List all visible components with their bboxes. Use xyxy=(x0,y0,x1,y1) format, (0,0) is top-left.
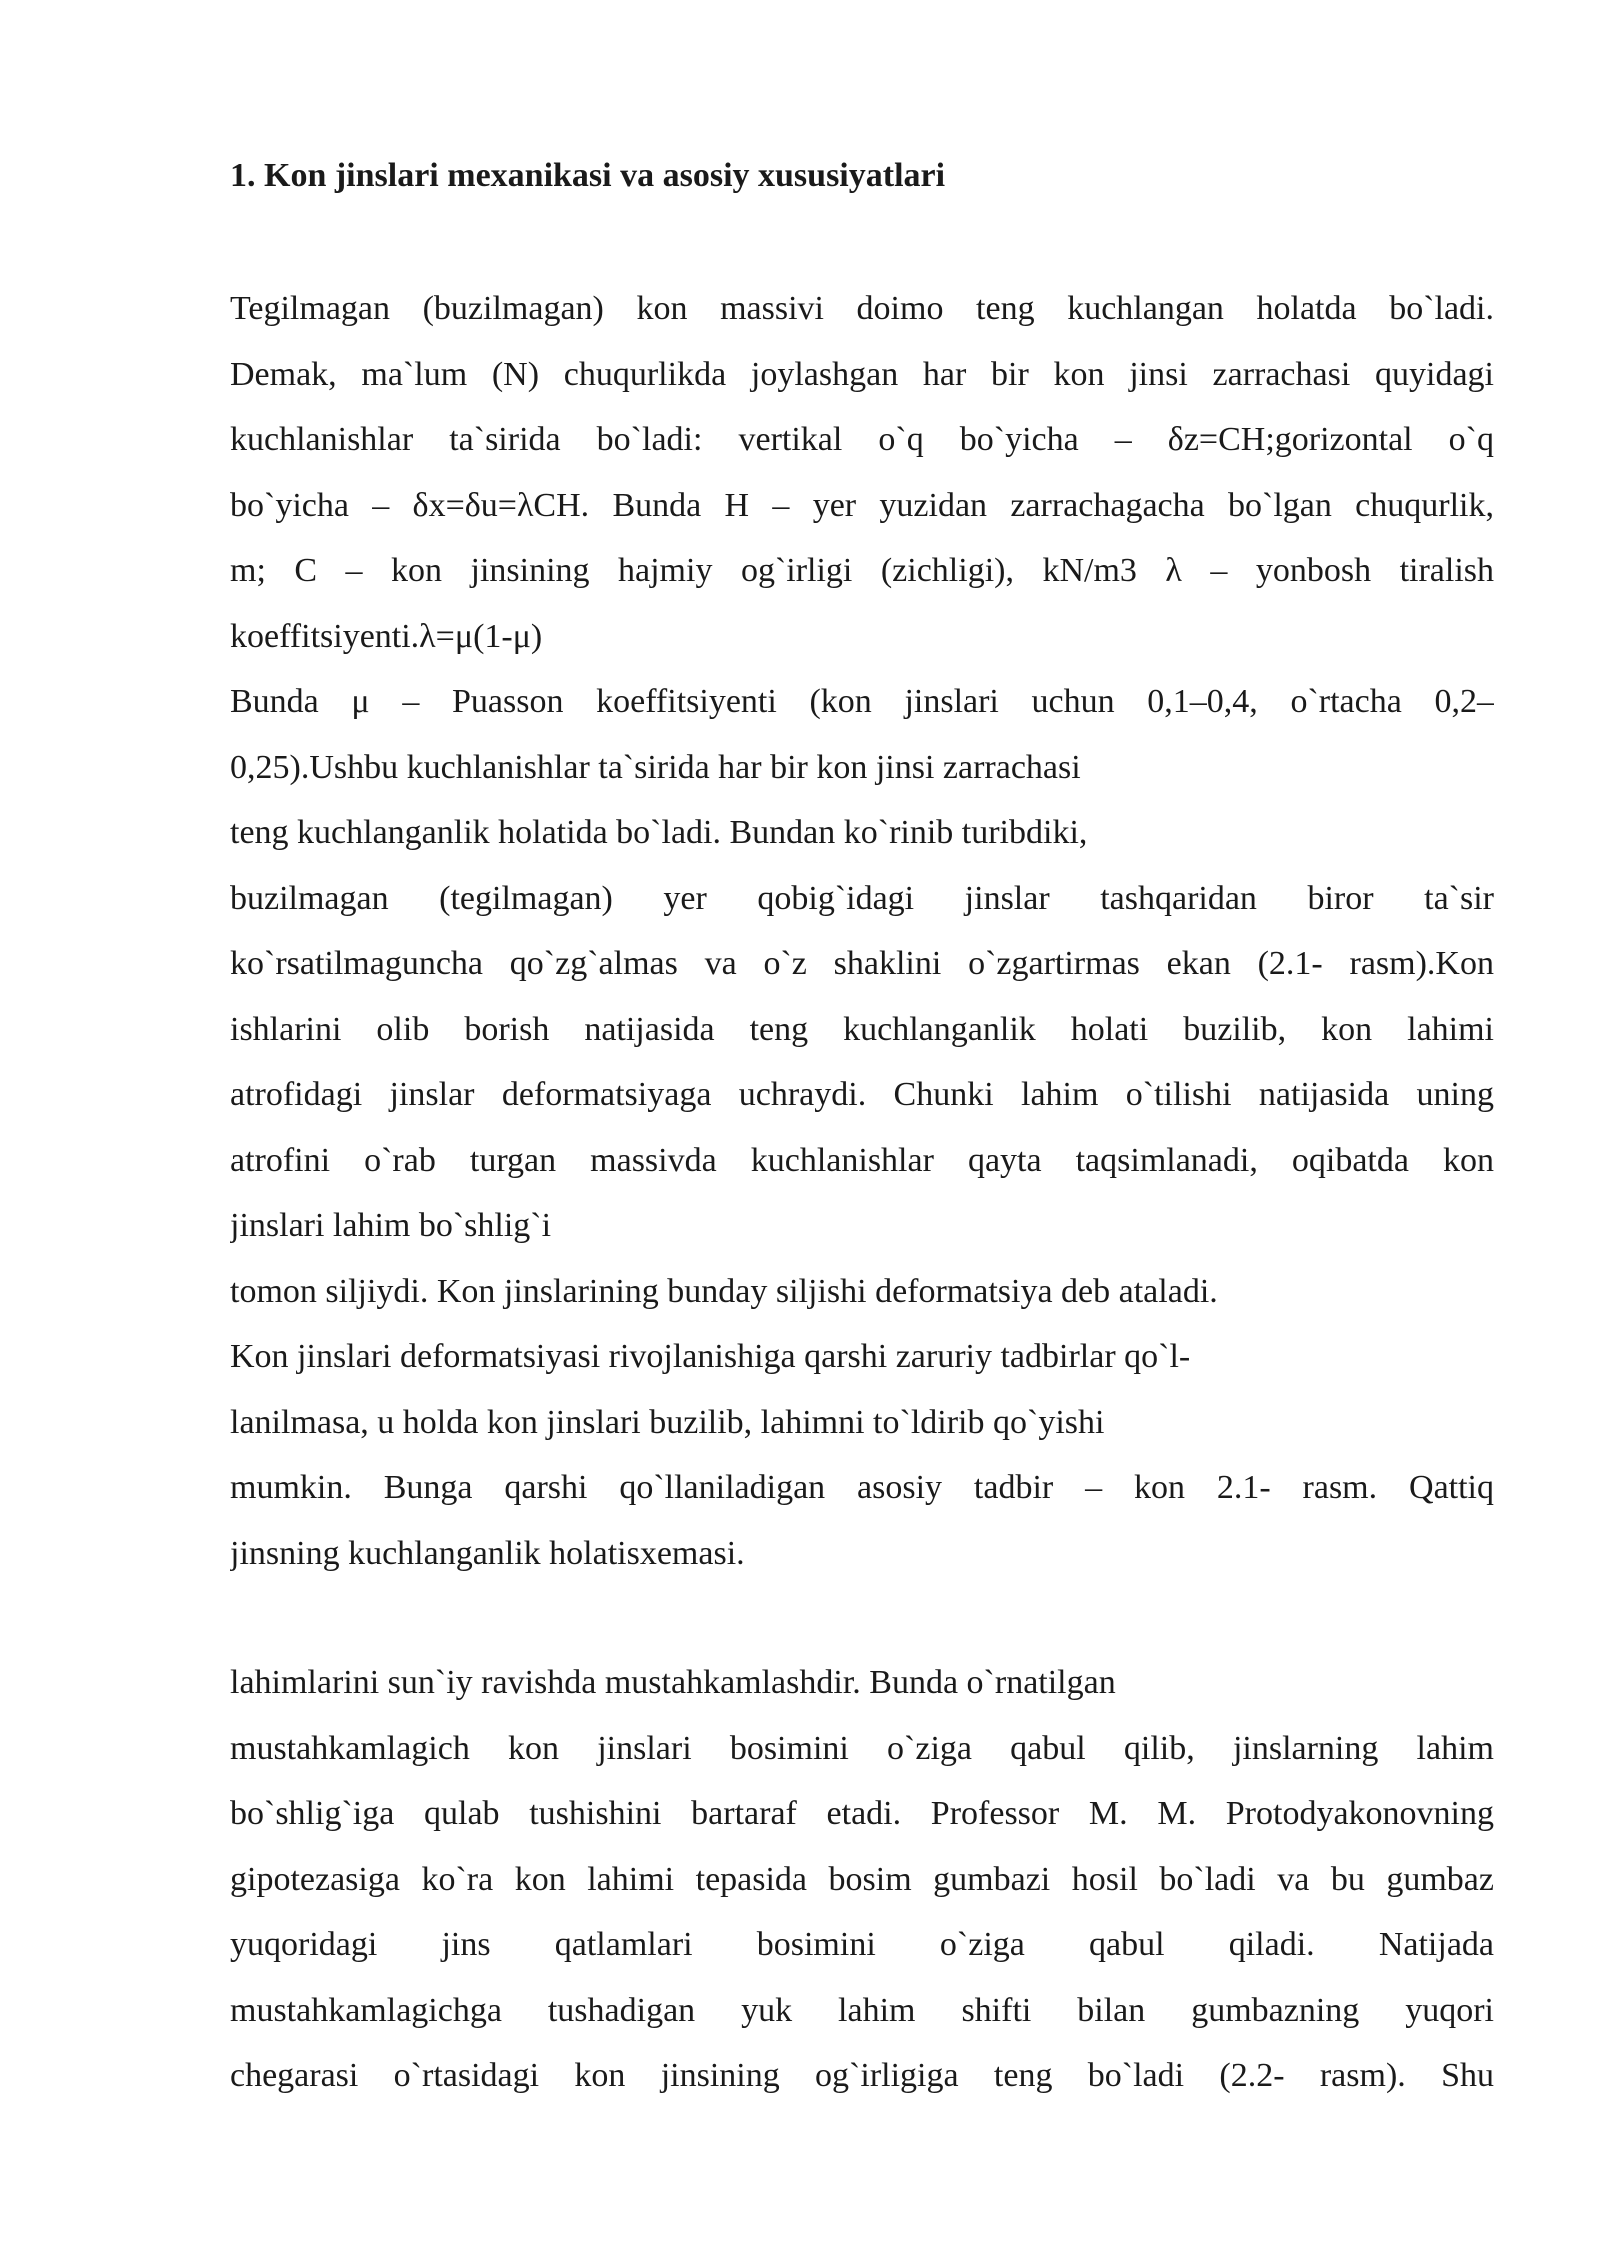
text-line: lahimlarini sun`iy ravishda mustahkamlashdir. Bunda o`rnatilgan xyxy=(230,1664,1116,1701)
text-line: atrofidagi jinslar deformatsiyaga uchraydi. Chunki lahim o`tilishi natijasida uning xyxy=(230,1076,1494,1113)
text-line: mustahkamlagich kon jinslari bosimini o`ziga qabul qilib, jinslarning lahim xyxy=(230,1729,1494,1767)
paragraph-block-1 xyxy=(230,276,1494,1586)
text-line: koeffitsiyenti.λ=μ(1-μ) xyxy=(230,617,543,655)
text-line: Tegilmagan (buzilmagan) kon massivi doimo teng kuchlangan holatda bo`ladi. xyxy=(230,290,1494,327)
text-line: bo`yicha – δx=δu=λCH. Bunda H – yer yuzidan zarrachagacha bo`lgan chuqurlik, xyxy=(230,486,1494,524)
text-line: atrofini o`rab turgan massivda kuchlanishlar qayta taqsimlanadi, oqibatda kon xyxy=(230,1141,1494,1179)
section-title: 1. Kon jinslari mexanikasi va asosiy xususiyatlari xyxy=(230,157,946,194)
text-line: teng kuchlanganlik holatida bo`ladi. Bundan ko`rinib turibdiki, xyxy=(230,814,1088,851)
text-line: kuchlanishlar ta`sirida bo`ladi: vertikal o`q bo`yicha – δz=CH;gorizontal o`q xyxy=(230,421,1494,458)
text-line: bo`shlig`iga qulab tushishini bartaraf etadi. Professor M. M. Protodyakonovning xyxy=(230,1795,1494,1832)
text-line: 0,25).Ushbu kuchlanishlar ta`sirida har bir kon jinsi zarrachasi xyxy=(230,748,1081,786)
text-line: chegarasi o`rtasidagi kon jinsining og`irligiga teng bo`ladi (2.2- rasm). Shu xyxy=(230,2057,1494,2094)
text-line: Bunda μ – Puasson koeffitsiyenti (kon jinslari uchun 0,1–0,4, o`rtacha 0,2– xyxy=(230,683,1494,720)
text-line: Kon jinslari deformatsiyasi rivojlanishiga qarshi zaruriy tadbirlar qo`l- xyxy=(230,1338,1191,1375)
text-line: ko`rsatilmaguncha qo`zg`almas va o`z shaklini o`zgartirmas ekan (2.1- rasm).Kon xyxy=(230,945,1494,982)
text-line: tomon siljiydi. Kon jinslarining bunday siljishi deformatsiya deb ataladi. xyxy=(230,1272,1218,1310)
text-line: buzilmagan (tegilmagan) yer qobig`idagi jinslar tashqaridan biror ta`sir xyxy=(230,879,1494,917)
text-line: yuqoridagi jins qatlamlari bosimini o`ziga qabul qiladi. Natijada xyxy=(230,1926,1494,1963)
text-line: jinslari lahim bo`shlig`i xyxy=(230,1207,552,1244)
paragraph-block-2 xyxy=(230,1650,1494,2109)
text-line: lanilmasa, u holda kon jinslari buzilib, lahimni to`ldirib qo`yishi xyxy=(230,1403,1105,1441)
text-line: jinsning kuchlanganlik holatisxemasi. xyxy=(230,1534,745,1572)
text-line: m; C – kon jinsining hajmiy og`irligi (zichligi), kN/m3 λ – yonbosh tiralish xyxy=(230,552,1494,589)
text-line: mumkin. Bunga qarshi qo`llaniladigan asosiy tadbir – kon 2.1- rasm. Qattiq xyxy=(230,1469,1494,1506)
text-line: mustahkamlagichga tushadigan yuk lahim shifti bilan gumbazning yuqori xyxy=(230,1991,1494,2029)
text-line: gipotezasiga ko`ra kon lahimi tepasida bosim gumbazi hosil bo`ladi va bu gumbaz xyxy=(230,1860,1494,1898)
text-line: ishlarini olib borish natijasida teng kuchlanganlik holati buzilib, kon lahimi xyxy=(230,1010,1494,1048)
text-line: Demak, ma`lum (N) chuqurlikda joylashgan har bir kon jinsi zarrachasi quyidagi xyxy=(230,355,1494,393)
